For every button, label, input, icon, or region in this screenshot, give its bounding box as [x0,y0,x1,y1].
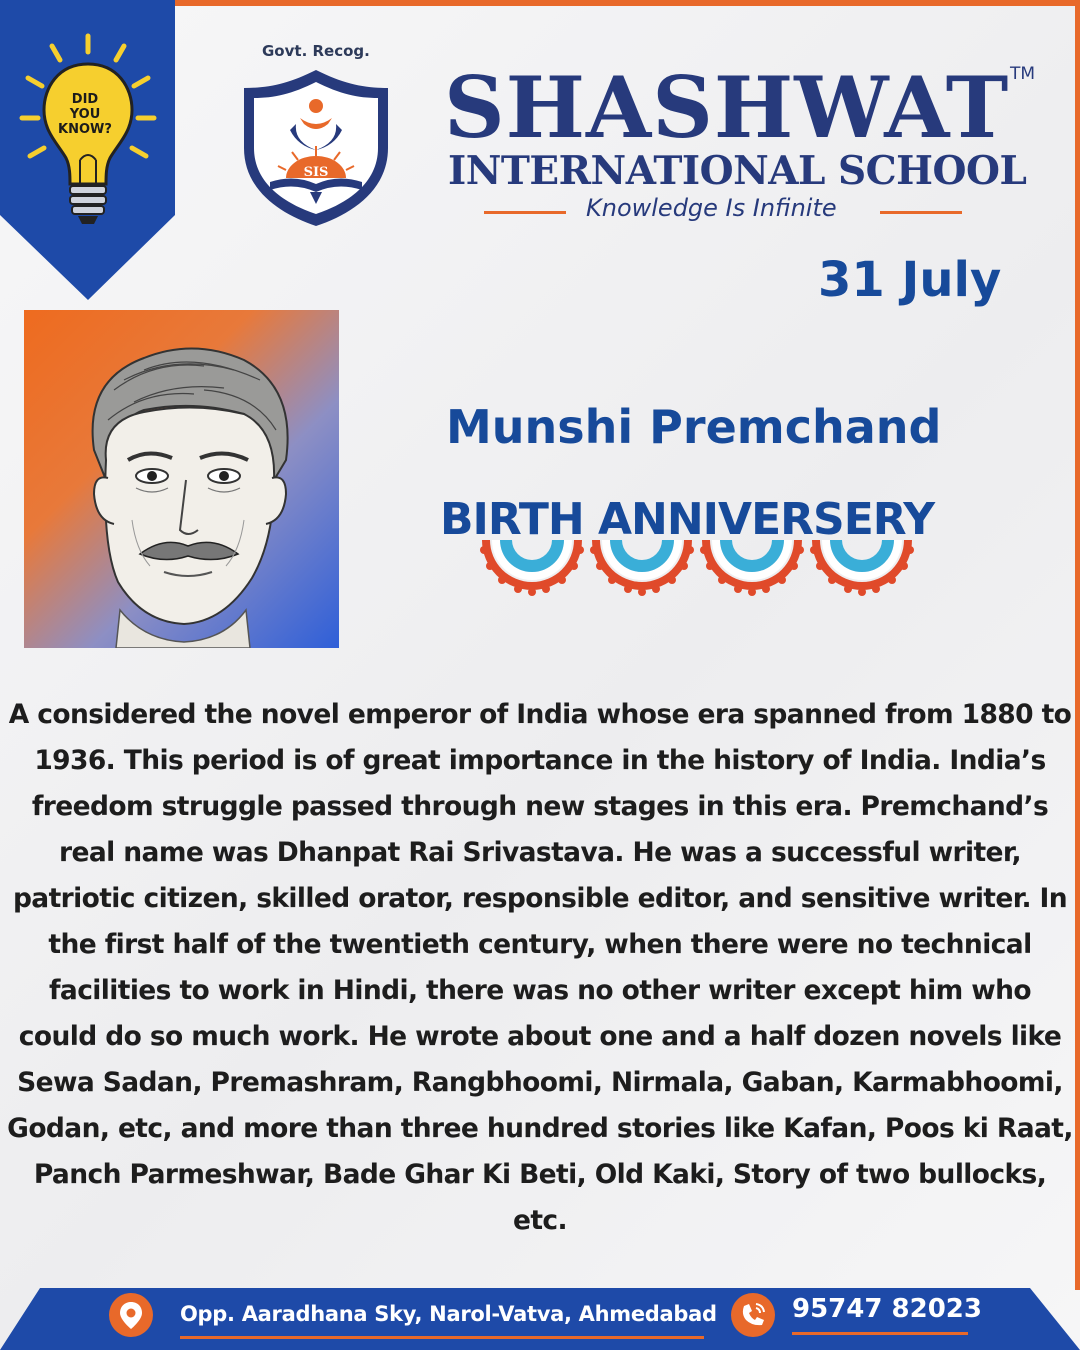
right-orange-border [1075,0,1080,1290]
portrait-image [24,310,339,648]
dyk-line-2: YOU [69,107,101,122]
tagline-rule-left [484,211,566,214]
tagline-rule-right [880,211,962,214]
did-you-know-banner [0,0,175,300]
did-you-know-label [52,92,118,137]
event-date: 31 July [818,252,1002,308]
address-underline [180,1336,704,1339]
govt-recognition-label: Govt. Recog. [262,42,370,60]
top-orange-border [175,0,1080,6]
biography-paragraph: A considered the novel emperor of India whose era spanned from 1880 to 1936. This period is of great importance in the history of India. India’s freedom struggle passed through new stages in this era. Premchand’s real name was Dhanpat Rai Srivastava. He was a successful writer, patriotic citizen, skilled orator, responsible editor, and sensitive writer. In the first half of the twentieth century, when there were no technical facilities to work in Hindi, there was no other writer except him who could do so much work. He wrote about one and a half dozen novels like Sewa Sadan, Premashram, Rangbhoomi, Nirmala, Gaban, Karmabhoomi, Godan, etc, and more than three hundred stories like Kafan, Poos ki Raat, Panch Parmeshwar, Bade Ghar Ki Beti, Old Kaki, Story of two bullocks, etc. [7,699,1073,1236]
footer-phone: 95747 82023 [792,1294,982,1324]
crest-initials: SIS [303,165,329,180]
trademark-symbol: TM [1010,64,1036,84]
decorative-bunting [478,538,918,612]
school-tagline: Knowledge Is Infinite [586,194,837,222]
phone-call-icon [730,1292,776,1338]
school-crest-logo [240,66,392,230]
school-subtitle: INTERNATIONAL SCHOOL [448,148,1027,194]
school-name: SHASHWAT [444,58,1010,157]
person-name: Munshi Premchand [446,400,942,454]
dyk-line-1: DID [71,92,99,107]
phone-underline [792,1332,968,1335]
occasion-title: BIRTH ANNIVERSERY [440,494,935,545]
portrait-sketch [24,310,339,648]
map-pin-icon [108,1292,154,1338]
footer-address: Opp. Aaradhana Sky, Narol-Vatva, Ahmedabad [180,1302,717,1326]
dyk-line-3: KNOW? [58,122,112,137]
